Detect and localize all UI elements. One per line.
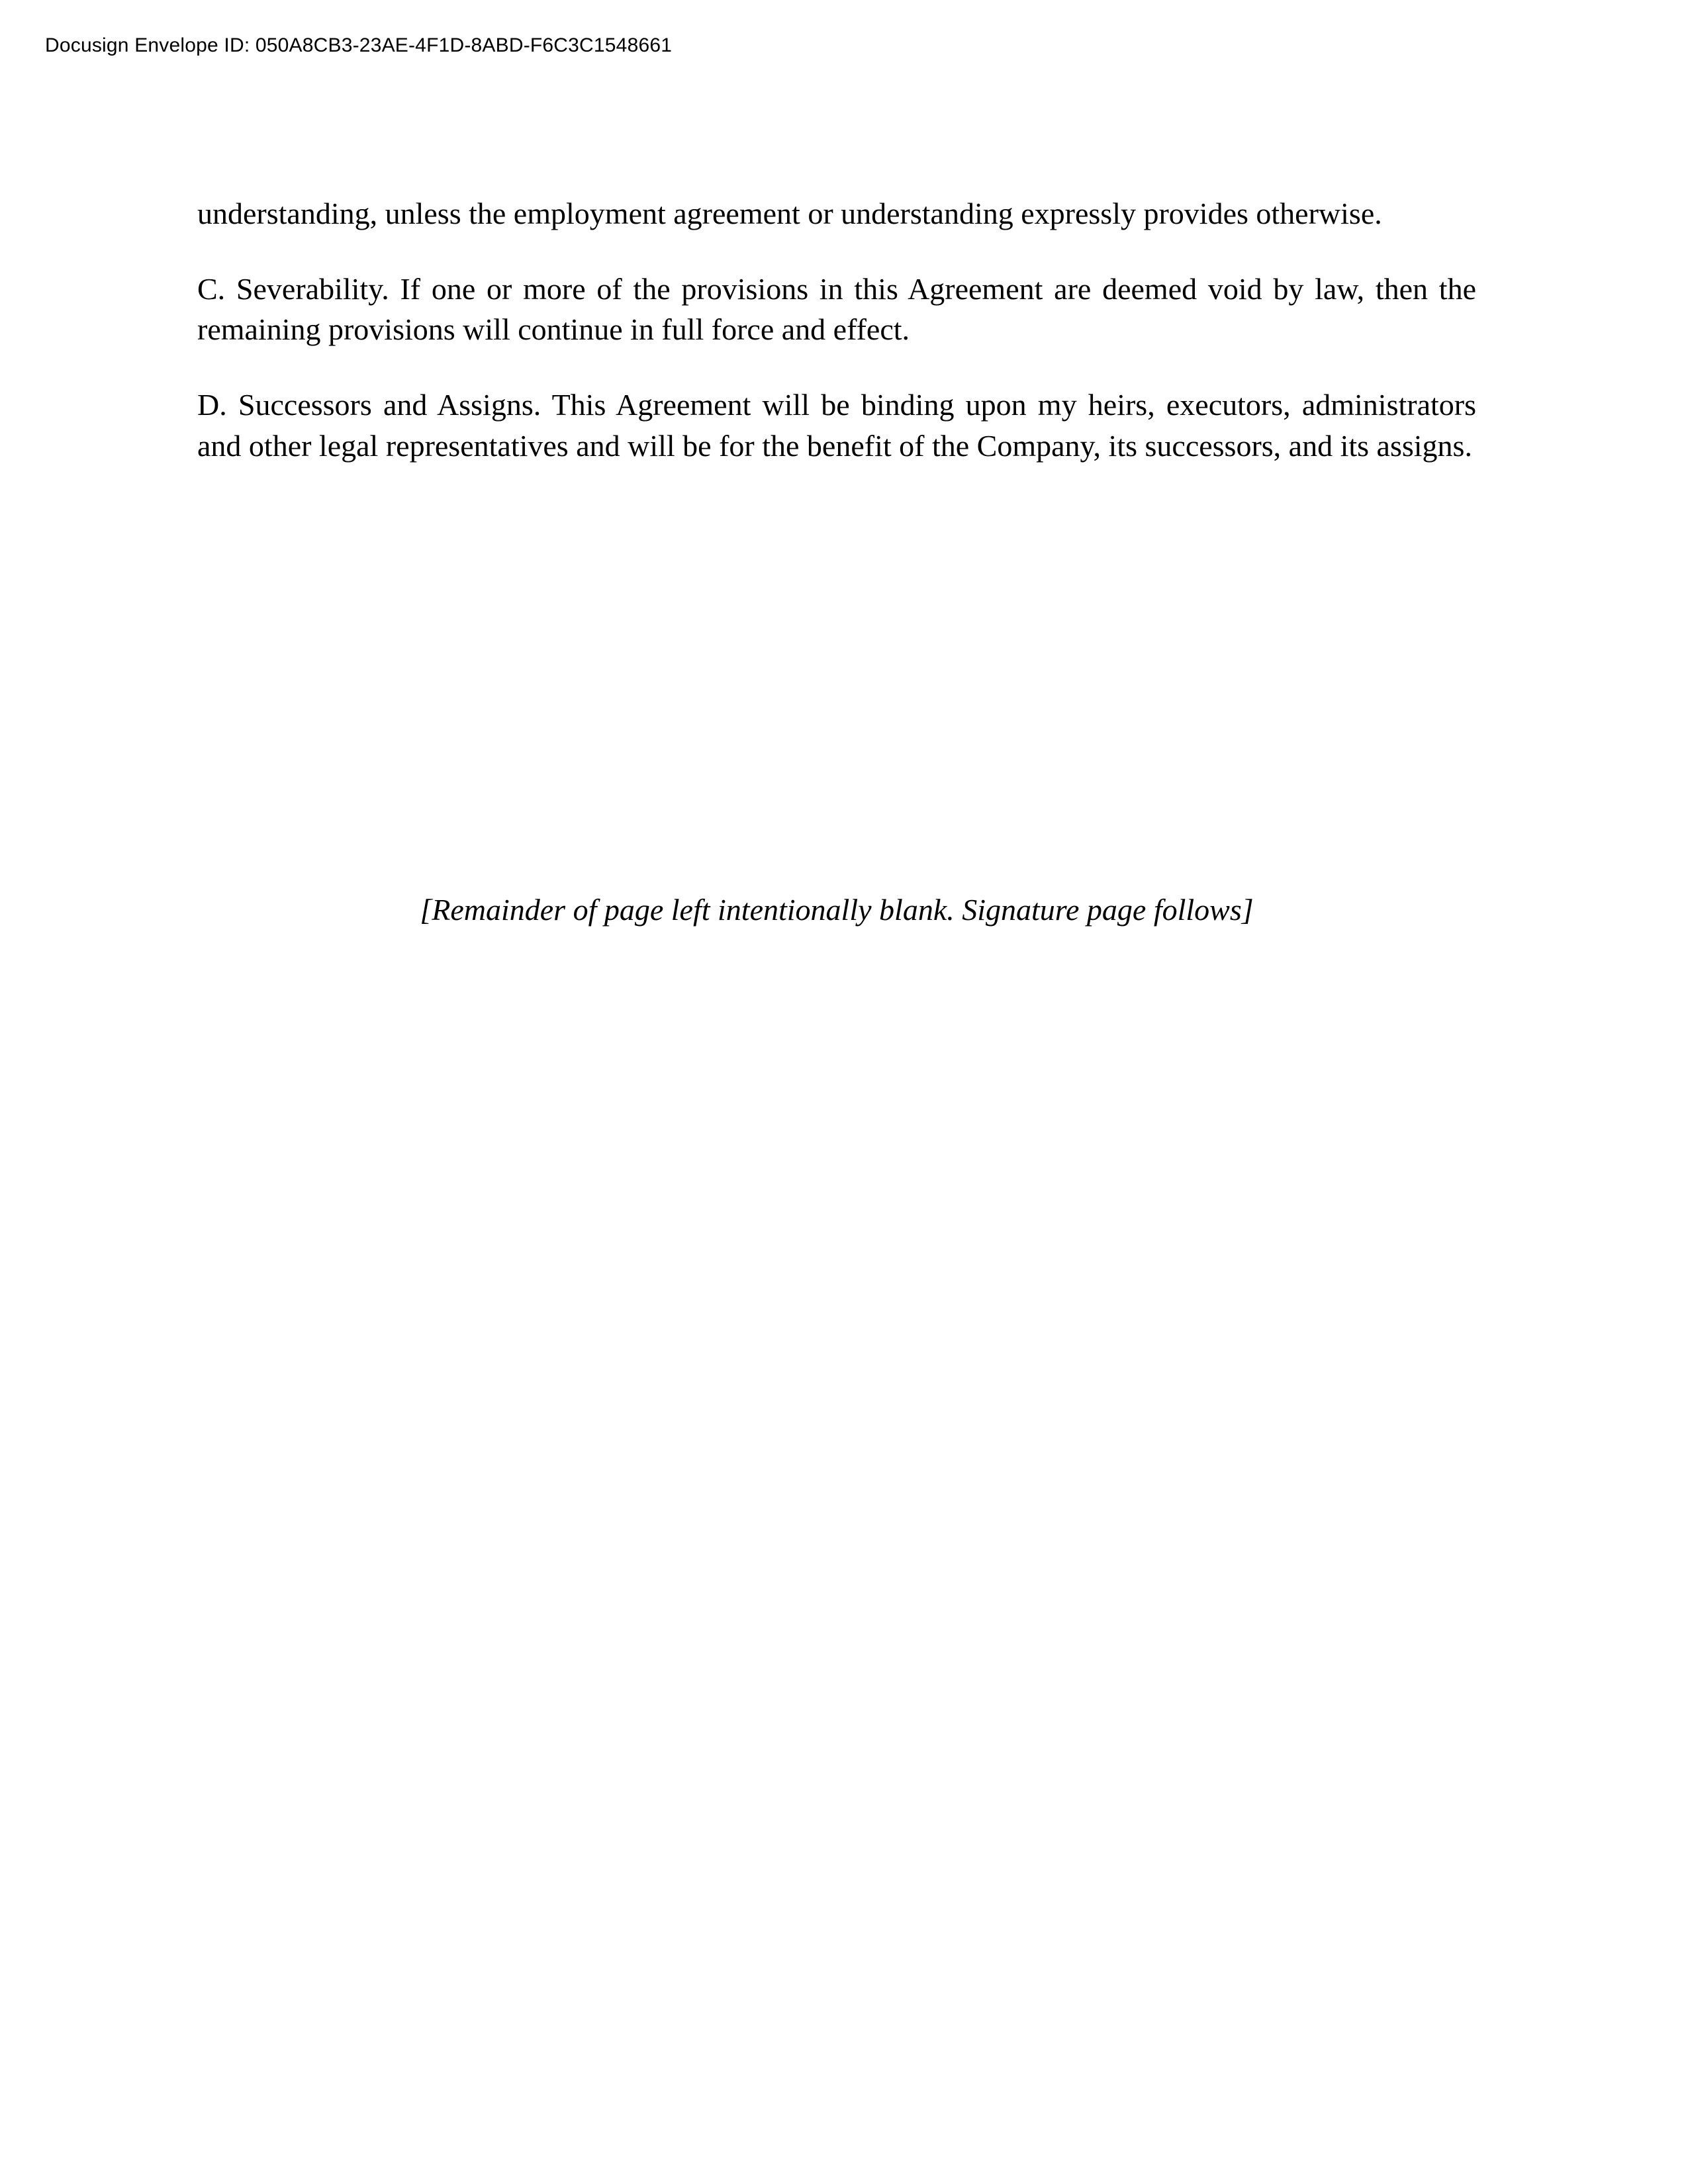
blank-page-notice: [Remainder of page left intentionally blank. Signature page follows] (420, 893, 1254, 927)
docusign-envelope-id: Docusign Envelope ID: 050A8CB3-23AE-4F1D-8ABD-F6C3C1548661 (45, 34, 673, 56)
paragraph-understanding: understanding, unless the employment agreement or understanding expressly provides otherwise. (197, 197, 1382, 230)
document-body (197, 193, 1476, 965)
paragraph-successors-assigns: D. Successors and Assigns. This Agreement will be binding upon my heirs, executors, administrators and other legal representatives and will be for the benefit of the Company, its successors, and its assigns. (197, 387, 1476, 463)
paragraph-severability: C. Severability. If one or more of the provisions in this Agreement are deemed void by law, then the remaining provisions will continue in full force and effect. (197, 271, 1476, 347)
